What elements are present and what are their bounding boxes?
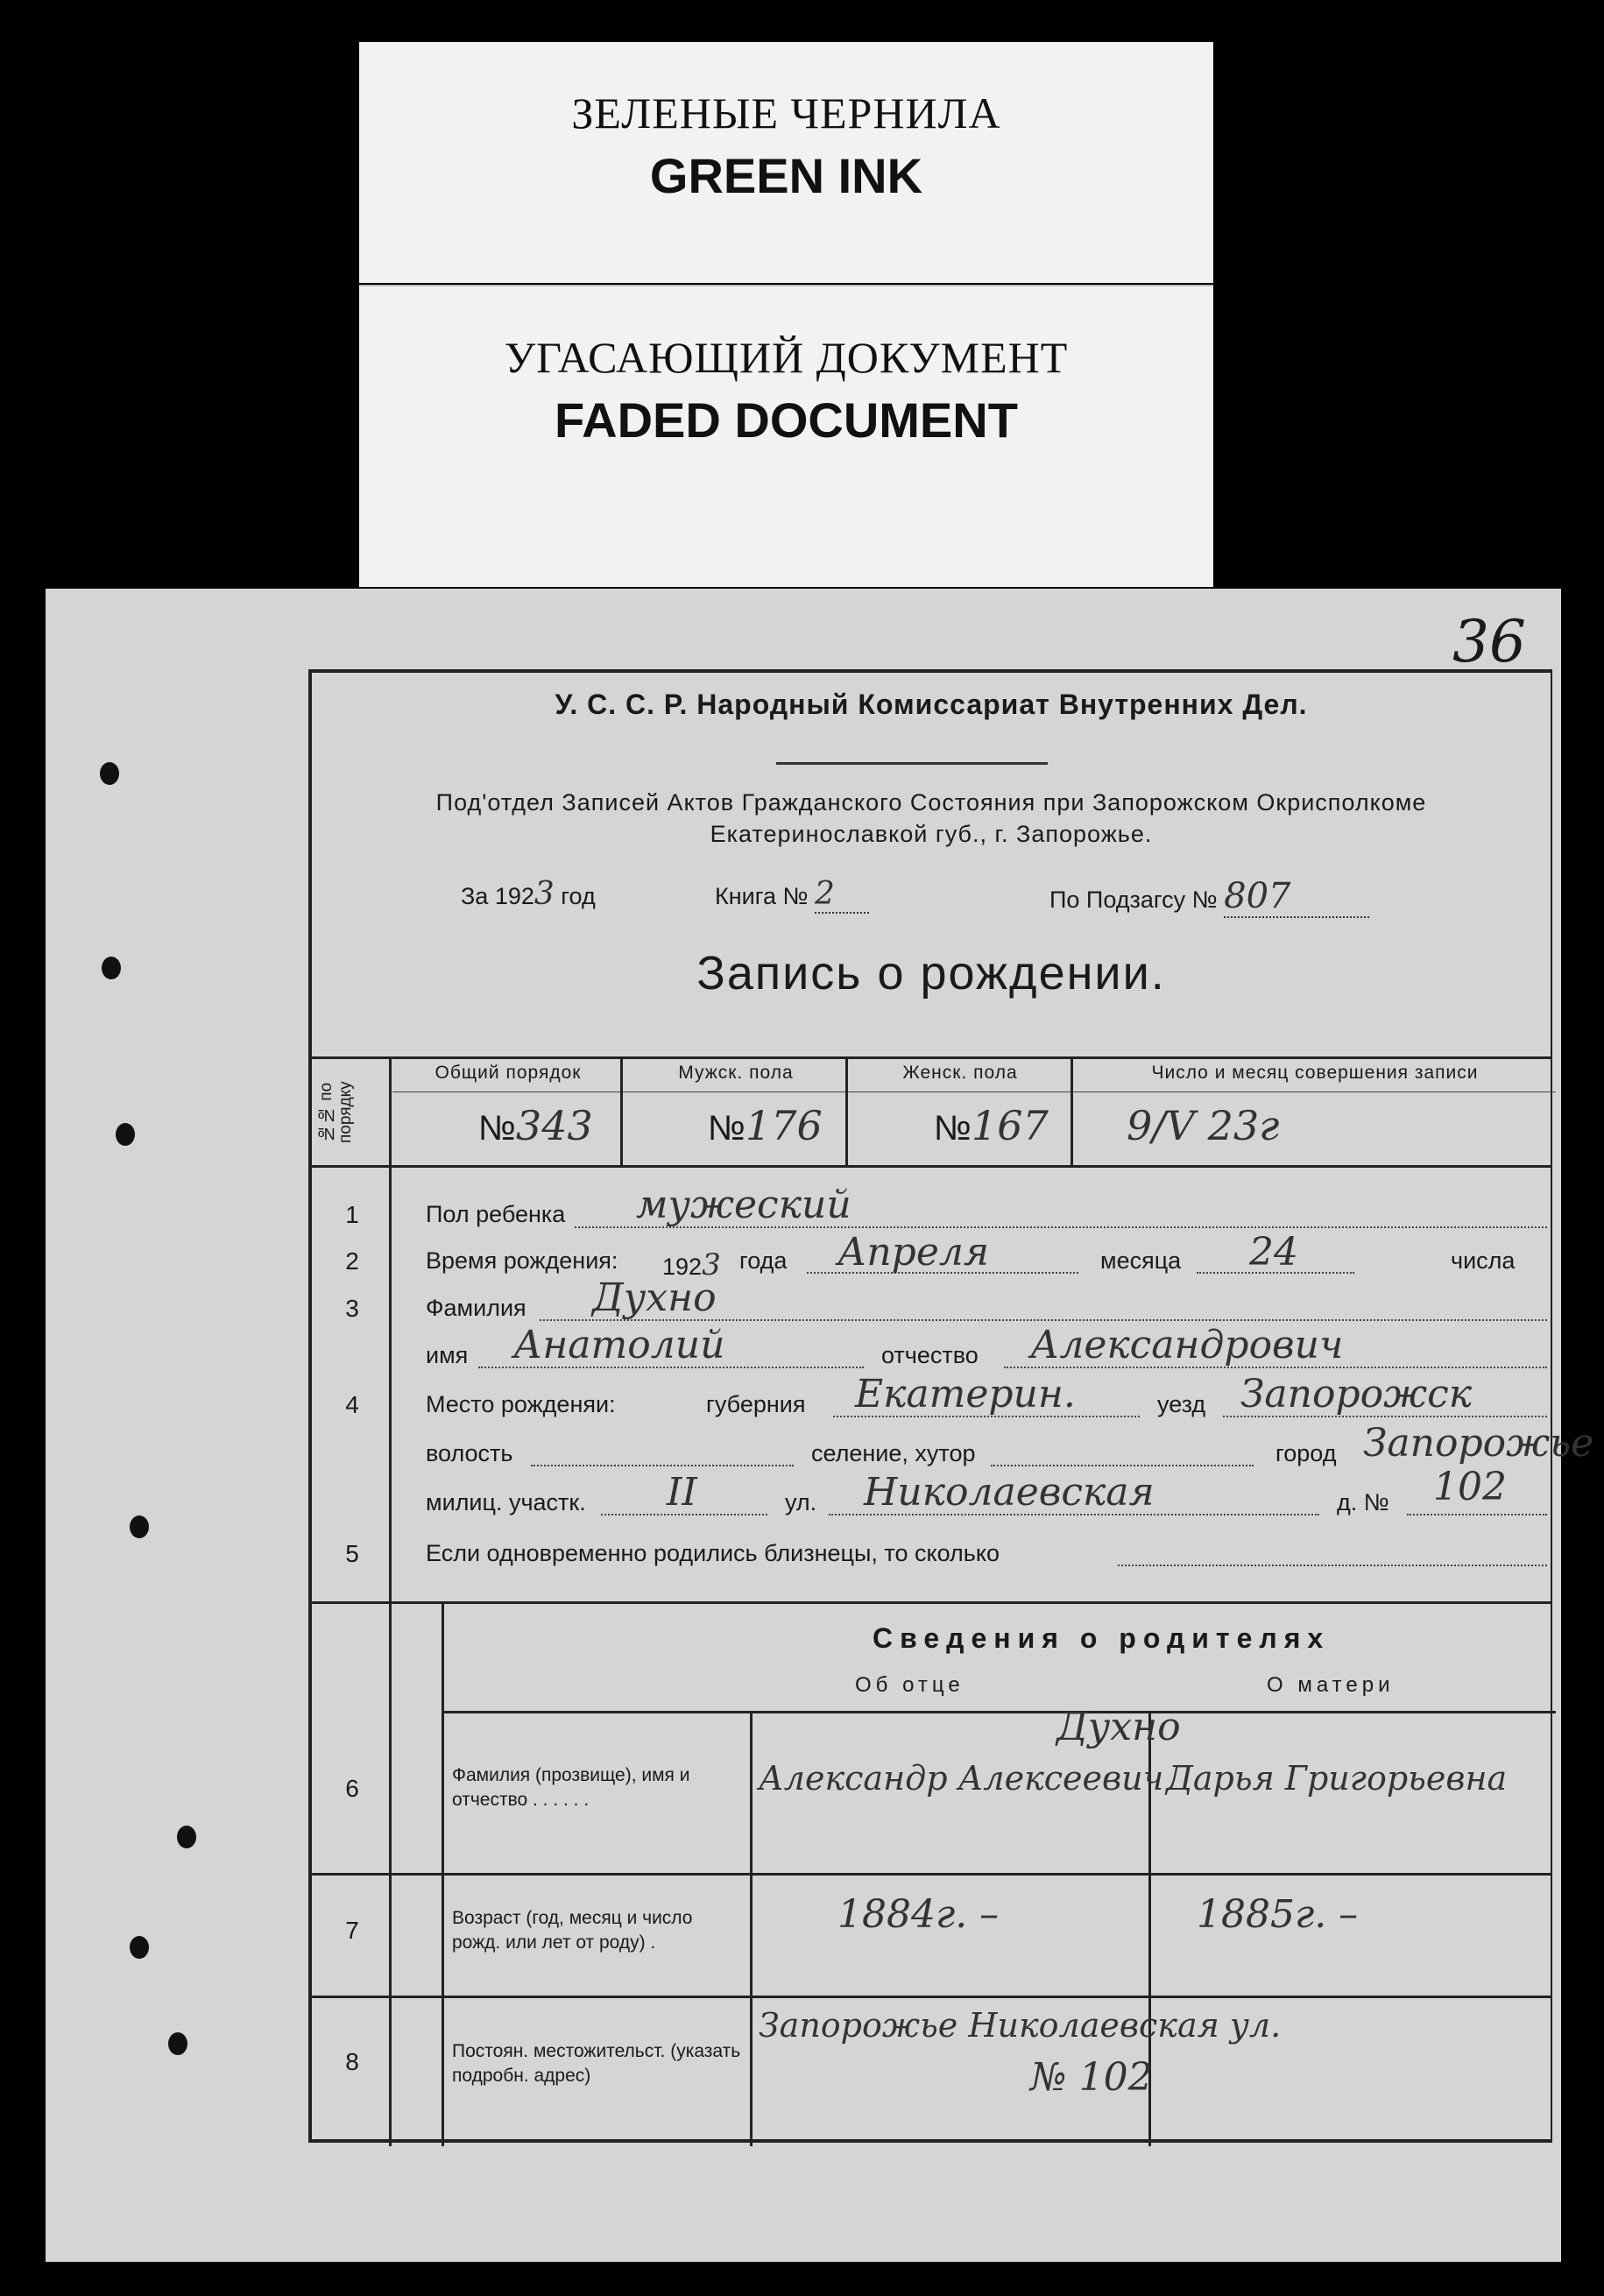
header-divider — [776, 762, 1048, 765]
father-name-value: Александр Алексеевич — [759, 1759, 1164, 1798]
book-number — [715, 876, 869, 914]
column-divider — [1071, 1056, 1073, 1165]
notice-en: FADED DOCUMENT — [555, 392, 1018, 448]
section-rule — [312, 1601, 1551, 1604]
zags-value: 807 — [1224, 876, 1291, 916]
birth-day-value: 24 — [1249, 1230, 1298, 1275]
birth-day-label: числа — [1451, 1247, 1516, 1274]
book-value: 2 — [814, 876, 835, 912]
row-number: 8 — [345, 2048, 359, 2075]
column-divider — [845, 1056, 848, 1165]
birth-month-label: месяца — [1100, 1247, 1182, 1274]
record-date-header: Число и месяц совершения записи — [1151, 1063, 1479, 1083]
faded-document-notice — [359, 285, 1213, 587]
residence-house-value: № 102 — [1030, 2055, 1153, 2100]
parent-name-label: Фамилия (прозвище), имя и отчество . . . . . . — [452, 1765, 690, 1810]
parent-age-label: Возраст (год, месяц и число рожд. или лет от роду) . — [452, 1908, 693, 1953]
table-top-rule — [312, 1056, 1551, 1059]
child-sex-label: Пол ребенка — [426, 1201, 566, 1227]
punch-hole — [116, 1123, 135, 1146]
punch-hole — [130, 1515, 149, 1538]
notice-en: GREEN INK — [649, 148, 923, 203]
province-label: губерния — [706, 1391, 806, 1417]
record-date-value: 9/V 23г — [1127, 1102, 1280, 1149]
city-label: город — [1275, 1440, 1337, 1466]
patronymic-label: отчество — [881, 1342, 979, 1368]
father-header: Об отце — [855, 1673, 965, 1697]
table-header-bottom-rule — [312, 1165, 1551, 1168]
row-number: 4 — [345, 1391, 359, 1418]
street-label: ул. — [785, 1489, 817, 1515]
parents-surname-value: Духно — [1056, 1705, 1181, 1749]
general-order-header: Общий порядок — [435, 1063, 582, 1083]
column-header-rule — [392, 1091, 1556, 1092]
birth-record-form — [308, 669, 1594, 2143]
punch-hole — [130, 1936, 149, 1959]
sequence-number-label: №№ по порядку — [317, 1081, 355, 1144]
twins-label: Если одновременно родились близнецы, то сколько — [426, 1540, 1000, 1566]
surname-label: Фамилия — [426, 1295, 526, 1321]
patronymic-value: Александрович — [1030, 1323, 1344, 1367]
city-value: Запорожье — [1363, 1421, 1594, 1466]
birth-month-value: Апреля — [837, 1230, 990, 1275]
header-subtitle — [312, 787, 1551, 850]
name-label: имя — [426, 1342, 469, 1368]
militia-precinct-label: милиц. участк. — [426, 1489, 586, 1515]
general-order-value: №343 — [478, 1102, 593, 1149]
militia-precinct-value: II — [667, 1470, 697, 1515]
mother-name-value: Дарья Григорьевна — [1166, 1759, 1508, 1798]
birth-year-label: года — [739, 1247, 788, 1274]
zags-number — [1049, 876, 1369, 918]
birth-year: 1923 — [662, 1247, 721, 1282]
district-label: уезд — [1157, 1391, 1206, 1417]
row-number: 2 — [345, 1247, 359, 1275]
punch-hole — [168, 2032, 187, 2055]
father-birth-year-value: 1884г. – — [837, 1892, 1000, 1937]
row-number: 7 — [345, 1917, 359, 1944]
birth-time-label: Время рождения: — [426, 1247, 618, 1274]
year-suffix: год — [561, 883, 596, 909]
green-ink-notice — [359, 42, 1213, 283]
document-title: Запись о рождении. — [696, 947, 1166, 1000]
province-value: Екатерин. — [855, 1372, 1076, 1416]
row-number: 5 — [345, 1540, 359, 1567]
female-order-value: №167 — [934, 1102, 1049, 1149]
row-rule — [312, 1996, 1551, 1998]
punch-hole — [177, 1826, 196, 1848]
mother-birth-year-value: 1885г. – — [1197, 1892, 1359, 1937]
house-value: 102 — [1433, 1465, 1507, 1509]
subtitle-line-1: Под'отдел Записей Актов Гражданского Состояния при Запорожском Окрисполкоме — [435, 789, 1427, 816]
residence-address-value: Запорожье Николаевская ул. — [759, 2006, 1282, 2045]
male-order-value: №176 — [708, 1102, 823, 1149]
parents-header-rule — [442, 1711, 1556, 1713]
row-rule — [312, 1873, 1551, 1876]
year-label: За 192 — [461, 883, 534, 909]
notice-ru: УГАСАЮЩИЙ ДОКУМЕНТ — [504, 333, 1069, 382]
year-value: 3 — [533, 876, 555, 912]
surname-value: Духно — [592, 1275, 717, 1320]
child-sex-value: мужеский — [636, 1183, 851, 1227]
parents-section-title: Сведения о родителях — [873, 1622, 1331, 1654]
village-label: селение, хутор — [811, 1440, 976, 1466]
record-year — [461, 876, 596, 912]
male-header: Мужск. пола — [678, 1063, 794, 1083]
name-value: Анатолий — [513, 1323, 725, 1367]
page-number: 36 — [1452, 608, 1526, 675]
district-value: Запорожск — [1240, 1372, 1473, 1416]
row-number: 1 — [345, 1201, 359, 1228]
residence-label: Постоян. местожительст. (указать подробн. адрес) — [452, 2041, 741, 2086]
mother-header: О матери — [1267, 1673, 1395, 1697]
parents-column-divider — [750, 1711, 753, 2146]
book-label: Книга № — [715, 883, 809, 909]
punch-hole — [100, 762, 119, 785]
zags-label: По Подзагсу № — [1049, 887, 1218, 913]
punch-hole — [102, 957, 121, 979]
street-value: Николаевская — [864, 1470, 1155, 1515]
female-header: Женск. пола — [902, 1063, 1018, 1083]
subtitle-line-2: Екатеринославкой губ., г. Запорожье. — [710, 821, 1153, 847]
notice-ru: ЗЕЛЕНЫЕ ЧЕРНИЛА — [571, 88, 1001, 138]
house-label: д. № — [1337, 1489, 1389, 1515]
row-number: 6 — [345, 1775, 359, 1802]
row-number: 3 — [345, 1295, 359, 1322]
header-title: У. С. С. Р. Народный Комиссариат Внутренних Дел. — [555, 689, 1308, 720]
birthplace-label: Место рожденяи: — [426, 1391, 616, 1417]
volost-label: волость — [426, 1440, 513, 1466]
birth-record-page — [46, 589, 1594, 2262]
column-divider — [620, 1056, 623, 1165]
